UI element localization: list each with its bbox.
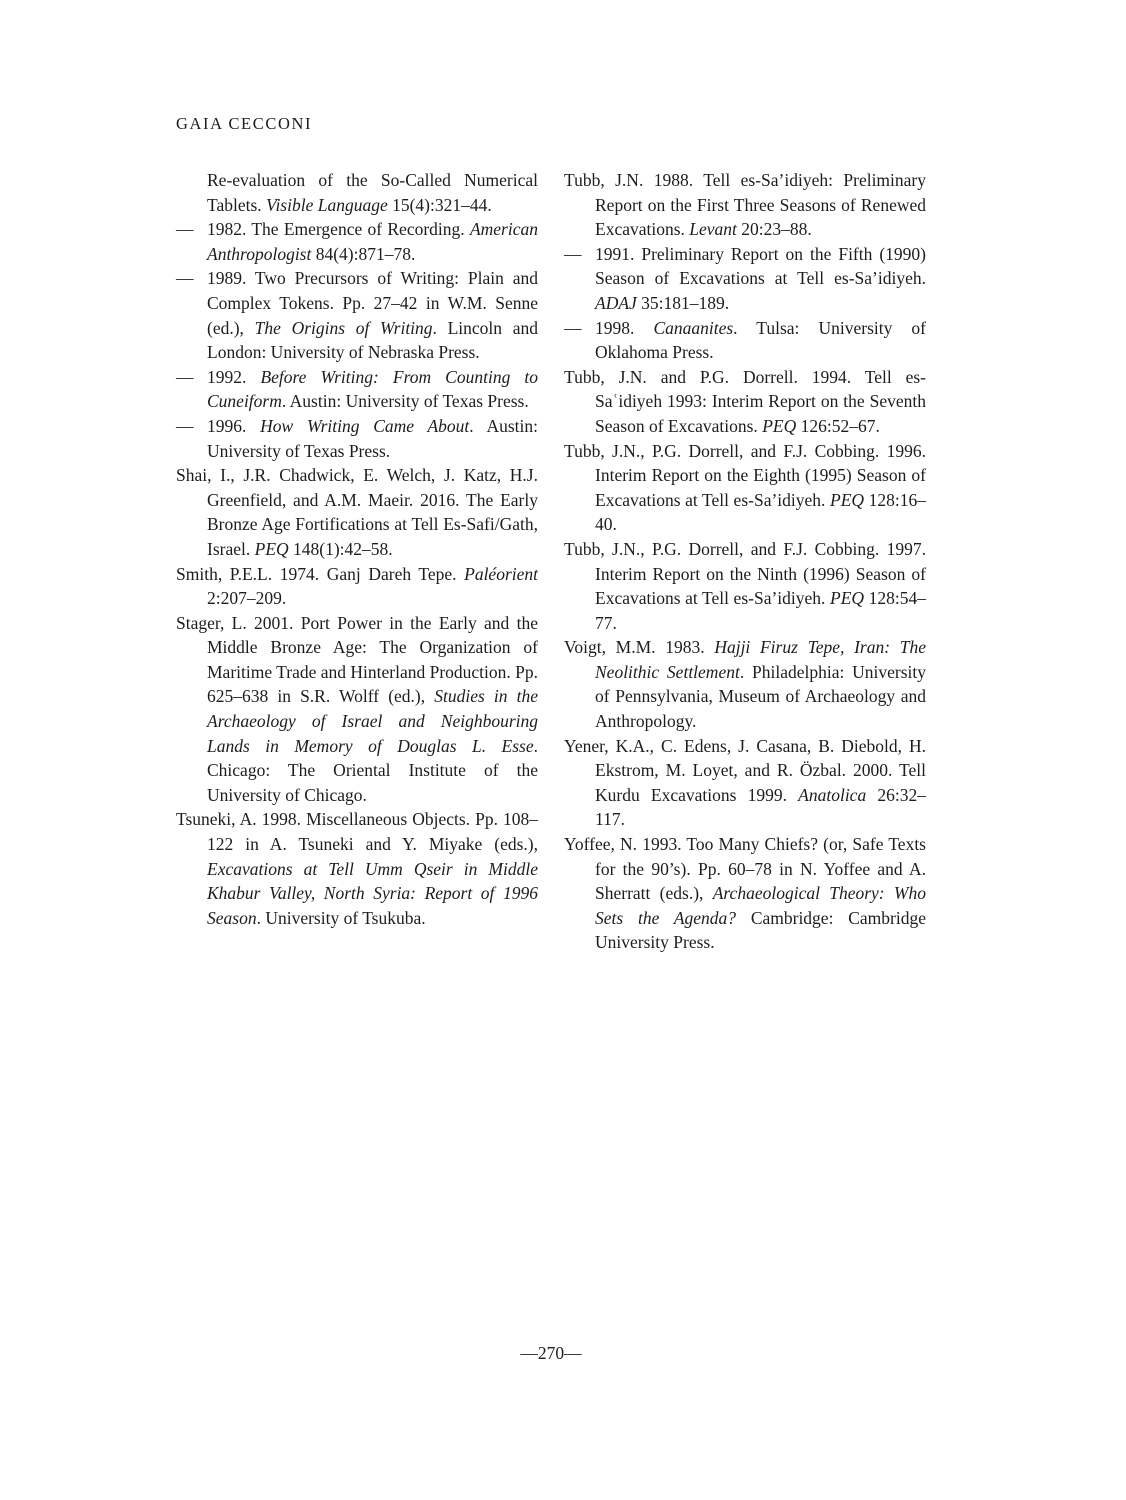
- reference-title-italic: Paléorient: [464, 563, 538, 584]
- reference-entry: [176, 463, 538, 561]
- reference-text: 1989. Two Precursors of Writing: Plain and Complex Tokens. Pp. 27–42 in W.M. Senne (ed.),: [207, 268, 538, 338]
- reference-entry: [564, 168, 926, 242]
- reference-entry: [176, 414, 538, 463]
- reference-text: . Lincoln and London: University of Nebraska Press.: [207, 317, 538, 363]
- same-author-dash: —: [176, 219, 194, 240]
- reference-title-italic: PEQ: [762, 415, 797, 436]
- reference-entry: [564, 832, 926, 955]
- reference-text: 15(4):321–44.: [387, 194, 492, 215]
- reference-entry: [176, 365, 538, 414]
- reference-text: 128:16–40.: [595, 489, 926, 535]
- reference-text: 1991. Preliminary Report on the Fifth (1990) Season of Excavations at Tell es-Sa’idiyeh.: [595, 243, 926, 289]
- reference-title-italic: Archaeological Theory: Who Sets the Agenda?: [595, 883, 926, 928]
- reference-text: Shai, I., J.R. Chadwick, E. Welch, J. Katz, H.J. Greenfield, and A.M. Maeir. 2016. The Early Bronze Age Fortifications at Tell Es-Safi/Gath, Israel.: [176, 465, 538, 559]
- reference-entry: [176, 168, 538, 217]
- same-author-dash: —: [564, 243, 582, 264]
- reference-title-italic: Canaanites: [653, 317, 734, 338]
- reference-title-italic: Anatolica: [798, 784, 867, 805]
- reference-text: 1992.: [207, 366, 261, 387]
- reference-entry: [564, 635, 926, 733]
- reference-title-italic: Excavations at Tell Umm Qseir in Middle Khabur Valley, North Syria: Report of 1996 Season: [207, 858, 538, 928]
- bibliography: [176, 168, 926, 955]
- reference-entry: [564, 242, 926, 316]
- reference-text: Cambridge: Cambridge University Press.: [595, 907, 926, 953]
- reference-title-italic: American Anthropologist: [207, 219, 538, 264]
- reference-title-italic: How Writing Came About: [260, 415, 470, 436]
- reference-text: 1982. The Emergence of Recording.: [207, 219, 470, 240]
- reference-title-italic: PEQ: [254, 538, 289, 559]
- reference-text: 126:52–67.: [796, 415, 880, 436]
- reference-text: . Chicago: The Oriental Institute of the University of Chicago.: [207, 735, 538, 805]
- reference-entry: [176, 217, 538, 266]
- reference-entry: [564, 316, 926, 365]
- same-author-dash: —: [564, 317, 582, 338]
- reference-text: Tubb, J.N., P.G. Dorrell, and F.J. Cobbing. 1996. Interim Report on the Eighth (1995) Season of Excavations at Tell es-Sa’idiyeh.: [564, 440, 926, 510]
- reference-entry: [564, 734, 926, 832]
- reference-text: Tubb, J.N. and P.G. Dorrell. 1994. Tell es-Saʿidiyeh 1993: Interim Report on the Seventh Season of Excavations.: [564, 366, 926, 436]
- reference-entry: [176, 266, 538, 364]
- reference-text: 35:181–189.: [636, 292, 730, 313]
- reference-text: Yener, K.A., C. Edens, J. Casana, B. Diebold, H. Ekstrom, M. Loyet, and R. Özbal. 2000. Tell Kurdu Excavations 1999.: [564, 735, 926, 805]
- reference-text: 1998.: [595, 317, 654, 338]
- reference-title-italic: ADAJ: [595, 292, 637, 313]
- reference-text: Stager, L. 2001. Port Power in the Early and the Middle Bronze Age: The Organization of Maritime Trade and Hinterland Production. Pp. 625–638 in S.R. Wolff (ed.),: [176, 612, 539, 707]
- reference-text: Re-evaluation of the So-Called Numerical Tablets.: [207, 170, 538, 215]
- reference-text: . Philadelphia: University of Pennsylvania, Museum of Archaeology and Anthropology.: [595, 661, 926, 732]
- reference-text: 148(1):42–58.: [288, 538, 393, 559]
- reference-text: Tubb, J.N., P.G. Dorrell, and F.J. Cobbing. 1997. Interim Report on the Ninth (1996) Season of Excavations at Tell es-Sa’idiyeh.: [564, 538, 926, 609]
- reference-entry: [564, 365, 926, 439]
- same-author-dash: —: [176, 268, 194, 289]
- reference-text: 2:207–209.: [207, 588, 287, 609]
- reference-title-italic: Studies in the Archaeology of Israel and Neighbouring Lands in Memory of Douglas L. Esse: [207, 686, 538, 756]
- reference-text: 1996.: [207, 415, 261, 436]
- reference-entry: [176, 562, 538, 611]
- reference-title-italic: Before Writing: From Counting to Cuneiform: [207, 366, 538, 412]
- reference-text: 128:54–77.: [595, 588, 926, 633]
- reference-entry: [564, 537, 926, 635]
- reference-title-italic: PEQ: [830, 588, 865, 609]
- reference-text: Tubb, J.N. 1988. Tell es-Sa’idiyeh: Preliminary Report on the First Three Seasons of Renewed Excavations.: [564, 170, 926, 240]
- reference-text: Tsuneki, A. 1998. Miscellaneous Objects. Pp. 108–122 in A. Tsuneki and Y. Miyake (eds.),: [176, 809, 538, 855]
- reference-text: . University of Tsukuba.: [256, 907, 426, 928]
- bibliography-column-right: [564, 168, 926, 955]
- reference-title-italic: The Origins of Writing: [254, 317, 433, 338]
- reference-text: Smith, P.E.L. 1974. Ganj Dareh Tepe.: [176, 563, 465, 584]
- reference-text: . Tulsa: University of Oklahoma Press.: [595, 317, 926, 363]
- reference-text: 26:32–117.: [595, 784, 926, 830]
- reference-text: 20:23–88.: [736, 219, 812, 240]
- reference-entry: [176, 611, 538, 808]
- bibliography-column-left: [176, 168, 538, 955]
- same-author-dash: —: [176, 415, 194, 436]
- reference-text: Yoffee, N. 1993. Too Many Chiefs? (or, Safe Texts for the 90’s). Pp. 60–78 in N. Yoffee and A. Sherratt (eds.),: [564, 834, 926, 904]
- reference-entry: [176, 807, 538, 930]
- reference-title-italic: Visible Language: [266, 194, 388, 215]
- reference-title-italic: Hajji Firuz Tepe, Iran: The Neolithic Settlement: [595, 637, 926, 682]
- page-number: —270—: [520, 1343, 582, 1363]
- reference-text: 84(4):871–78.: [311, 243, 416, 264]
- running-header: GAIA CECCONI: [176, 114, 313, 133]
- reference-title-italic: Levant: [689, 219, 737, 240]
- reference-entry: [564, 439, 926, 537]
- reference-title-italic: PEQ: [830, 489, 865, 510]
- reference-text: Voigt, M.M. 1983.: [564, 637, 715, 658]
- same-author-dash: —: [176, 366, 194, 387]
- reference-text: . Austin: University of Texas Press.: [281, 391, 529, 412]
- reference-text: . Austin: University of Texas Press.: [207, 415, 538, 461]
